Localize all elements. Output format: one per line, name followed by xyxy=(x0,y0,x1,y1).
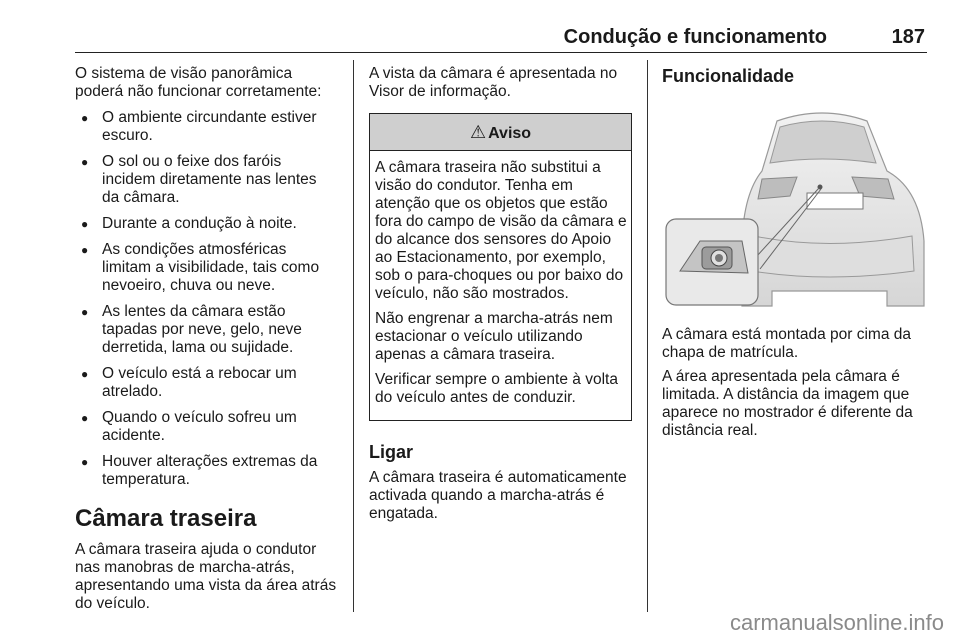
watermark-link[interactable]: carmanualsonline.info xyxy=(729,610,944,635)
conditions-list xyxy=(75,109,337,489)
section-paragraph: A câmara traseira é automaticamente activada quando a marcha-atrás é engatada. xyxy=(369,469,627,522)
column-middle xyxy=(369,65,632,529)
section-paragraph: A área apresentada pela câmara é limitada. A distância da imagem que aparece no mostrador é diferente da distância real. xyxy=(662,368,913,439)
section-heading: Funcionalidade xyxy=(662,66,795,86)
intro-paragraph: A vista da câmara é apresentada no Visor de informação. xyxy=(369,65,618,100)
list-item: ● O veículo está a rebocar um atrelado. xyxy=(75,365,337,401)
column-divider xyxy=(647,60,648,612)
section-paragraph: A câmara traseira ajuda o condutor nas manobras de marcha-atrás, apresentando uma vista da área atrás do veículo. xyxy=(75,541,337,612)
warning-paragraph: A câmara traseira não substitui a visão do condutor. Tenha em atenção que os objetos que estão fora do campo de visão da câmara e do alcance dos sensores do Apoio ao Estacionamento, por exemplo, sob o para-choques ou por baixo do veículo, não são mostrados. xyxy=(375,159,627,302)
list-item: ● O ambiente circundante estiver escuro. xyxy=(75,109,337,145)
section-paragraph: A câmara está montada por cima da chapa de matrícula. xyxy=(662,326,911,361)
section-heading: Câmara traseira xyxy=(75,505,257,532)
page-header xyxy=(75,22,927,53)
warning-paragraph: Não engrenar a marcha-atrás nem estacionar o veículo utilizando apenas a câmara traseira. xyxy=(375,310,613,363)
list-item: ● Quando o veículo sofreu um acidente. xyxy=(75,409,337,445)
rear-camera-illustration xyxy=(662,101,927,313)
column-left xyxy=(75,65,337,619)
warning-paragraph: Verificar sempre o ambiente à volta do veículo antes de conduzir. xyxy=(375,371,618,406)
section-title: Condução e funcionamento xyxy=(563,26,827,48)
warning-title: Aviso xyxy=(488,125,532,142)
list-item: ● Houver alterações extremas da temperatura. xyxy=(75,453,337,489)
list-item: ● As condições atmosféricas limitam a visibilidade, tais como nevoeiro, chuva ou neve. xyxy=(75,241,337,295)
column-divider xyxy=(353,60,354,612)
list-item: ● As lentes da câmara estão tapadas por neve, gelo, neve derretida, lama ou sujidade. xyxy=(75,303,337,357)
list-item: ● Durante a condução à noite. xyxy=(75,215,337,233)
page-number: 187 xyxy=(891,26,925,48)
list-item: ● O sol ou o feixe dos faróis incidem diretamente nas lentes da câmara. xyxy=(75,153,337,207)
warning-body xyxy=(370,151,631,420)
section-heading: Ligar xyxy=(369,442,414,462)
intro-paragraph: O sistema de visão panorâmica poderá não funcionar corretamente: xyxy=(75,65,322,100)
column-right xyxy=(662,65,927,446)
warning-header xyxy=(370,114,631,151)
warning-triangle-icon: ⚠ xyxy=(469,122,487,142)
warning-box xyxy=(369,113,632,421)
